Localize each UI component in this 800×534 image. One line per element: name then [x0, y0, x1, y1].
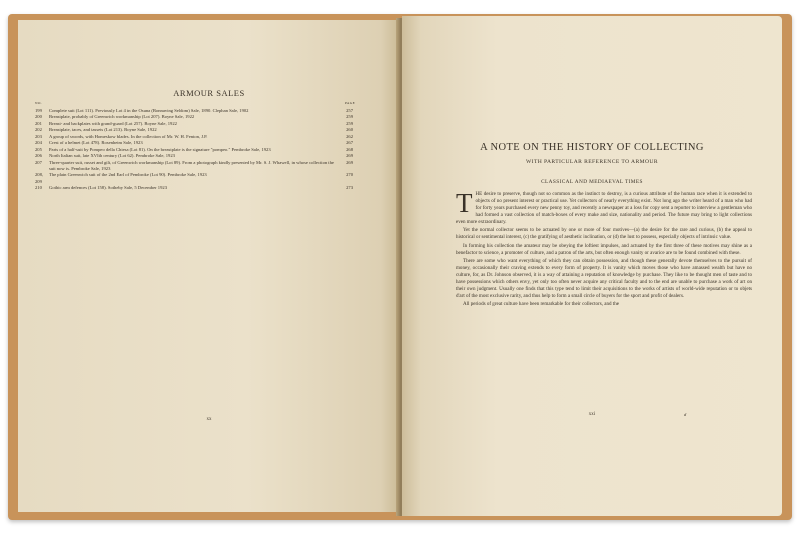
drop-cap: T	[456, 188, 473, 218]
entry-description: Breast- and backplates with grand-guard (Lot 257). Boyne Sale, 1922	[49, 120, 177, 126]
list-item	[35, 114, 353, 120]
paragraph: In forming his collection the amateur may be obeying the loftiest impulses, and actuated by the first three of these motives may shine as a benefactor to science, a promoter of culture, and a patron of the arts, but often enough vanity or avarice are to be found combined with these.	[456, 242, 752, 256]
paragraph: Yet the normal collector seems to be actuated by one or more of four motives—(a) the desire for the rare and curious, (b) the appeal to historical or sentimental interest, (c) the gratifying of aesthetic inclination, or (d) the lust to possess, especially objects of intrinsic value.	[456, 227, 752, 241]
entry-number: 207	[35, 159, 42, 165]
entry-page: 269	[346, 159, 353, 165]
entry-page: 270	[346, 172, 353, 178]
entry-number: 204	[35, 140, 42, 146]
entry-description: The plain Greenwich suit of the 2nd Earl of Pembroke (Lot 90). Pembroke Sale, 1923	[49, 172, 207, 178]
entry-number: 205	[35, 146, 42, 152]
right-page	[402, 16, 782, 516]
entry-page: 268	[346, 146, 353, 152]
entry-number: 200	[35, 114, 42, 120]
paragraph: There are some who want everything of which they can obtain possession, and though these generally devote themselves to the pursuit of money, occasionally their craving extends to every form of property. It is vanity which moves those who have amassed wealth but have no culture, for, as Dr. Johnson observed, it is a way of attaining a reputation of knowledge by purchase. They like to be thought men of taste and to have possessions which others envy, yet only too often never acquire any critical faculty and to the end are unable to purchase a work of art on their own judgment. Usually one finds that this type tend to limit their acquisitions to the works of artists of world-wide reputation or to objets d'art of the most exclusive rarity, and thus help to form a small circle of buyers for the sport and profit of dealers.	[456, 257, 752, 300]
entry-page: 262	[346, 133, 353, 139]
list-item	[35, 147, 353, 153]
list-title: ARMOUR SALES	[173, 88, 245, 98]
entry-number: 210	[35, 185, 42, 191]
illustration-list	[35, 108, 353, 192]
entry-number: 203	[35, 133, 42, 139]
list-item	[35, 127, 353, 133]
entry-page: 259	[346, 120, 353, 126]
left-page	[18, 20, 400, 512]
open-book	[8, 14, 792, 520]
entry-description: Parts of a half-suit by Pompeo della Chiesa (Lot 81). On the breastplate is the signature "pompeo." Pembroke Sale, 1923	[49, 146, 271, 152]
entry-page: 259	[346, 114, 353, 120]
list-item	[35, 140, 353, 146]
entry-description: Breastplate, taces, and tassets (Lot 213). Boyne Sale, 1922	[49, 127, 157, 133]
entry-page: 260	[346, 127, 353, 133]
entry-page: 273	[346, 185, 353, 191]
body-text	[456, 188, 752, 310]
chapter-subtitle: WITH PARTICULAR REFERENCE TO ARMOUR	[526, 159, 658, 165]
paragraph: THE desire to preserve, though not so common as the instinct to destroy, is a curious attribute of the human race when it is extended to objects of no present interest or practical use. Yet collectors of nearly everything exist. Not long ago the writer heard of a man who had for forty years purchased every new penny toy, and recently a newspaper at a loss for copy sent a reporter to interview a gentleman who had formed a vast collection of match-boxes of every make and size, nationality and period. The future may bring to light collections even more extraordinary.	[456, 188, 752, 226]
list-item	[35, 185, 353, 191]
entry-description: Gothic arm defences (Lot 158). Sotheby Sale, 5 December 1923	[49, 185, 167, 191]
list-item	[35, 121, 353, 127]
entry-description: Breastplate, probably of Greenwich workmanship (Lot 207). Boyne Sale, 1922	[49, 114, 195, 120]
entry-page: 267	[346, 140, 353, 146]
entry-number: 199	[35, 108, 42, 113]
list-item	[35, 134, 353, 140]
column-header-page: PAGE	[345, 101, 356, 105]
entry-page: 269	[346, 153, 353, 159]
signature-mark: d	[684, 412, 687, 417]
entry-description: North Italian suit, late XVIth century (Lot 62). Pembroke Sale, 1923	[49, 153, 175, 159]
entry-number: 208, 209	[35, 172, 44, 184]
section-heading: CLASSICAL AND MEDIAEVAL TIMES	[541, 179, 643, 185]
page-number-right: xxi	[588, 412, 596, 417]
list-item	[35, 172, 353, 184]
chapter-title: A NOTE ON THE HISTORY OF COLLECTING	[480, 142, 704, 153]
list-item	[35, 160, 353, 172]
entry-number: 201	[35, 120, 42, 126]
page-number-left: xx	[206, 417, 212, 422]
entry-number: 202	[35, 127, 42, 133]
entry-page: 257	[346, 108, 353, 113]
list-item	[35, 108, 353, 114]
entry-number: 206	[35, 153, 42, 159]
list-item	[35, 153, 353, 159]
paragraph: All periods of great culture have been remarkable for their collectors, and the	[463, 301, 619, 308]
entry-description: Complete suit (Lot 111). Previously Lot 4 in the Osuna (Bonnaving Seldom) Sale, 1890. Clephan Sale, 1902	[49, 108, 249, 113]
entry-description: A group of swords, with Homeskow blades. In the collection of Mr. W. H. Fenton, J.P.	[49, 133, 208, 139]
entry-description: Three-quarter suit, russet and gilt, of Greenwich workmanship (Lot 89). From a photograph kindly presented by Mr. S. J. Whawell, in whose collection the suit now is. Pembroke Sale, 1923	[49, 159, 334, 171]
entry-description: Crest of a helmet (Lot 478). Rosenheim Sale, 1923	[49, 140, 143, 146]
column-header-number: NO.	[35, 101, 42, 105]
